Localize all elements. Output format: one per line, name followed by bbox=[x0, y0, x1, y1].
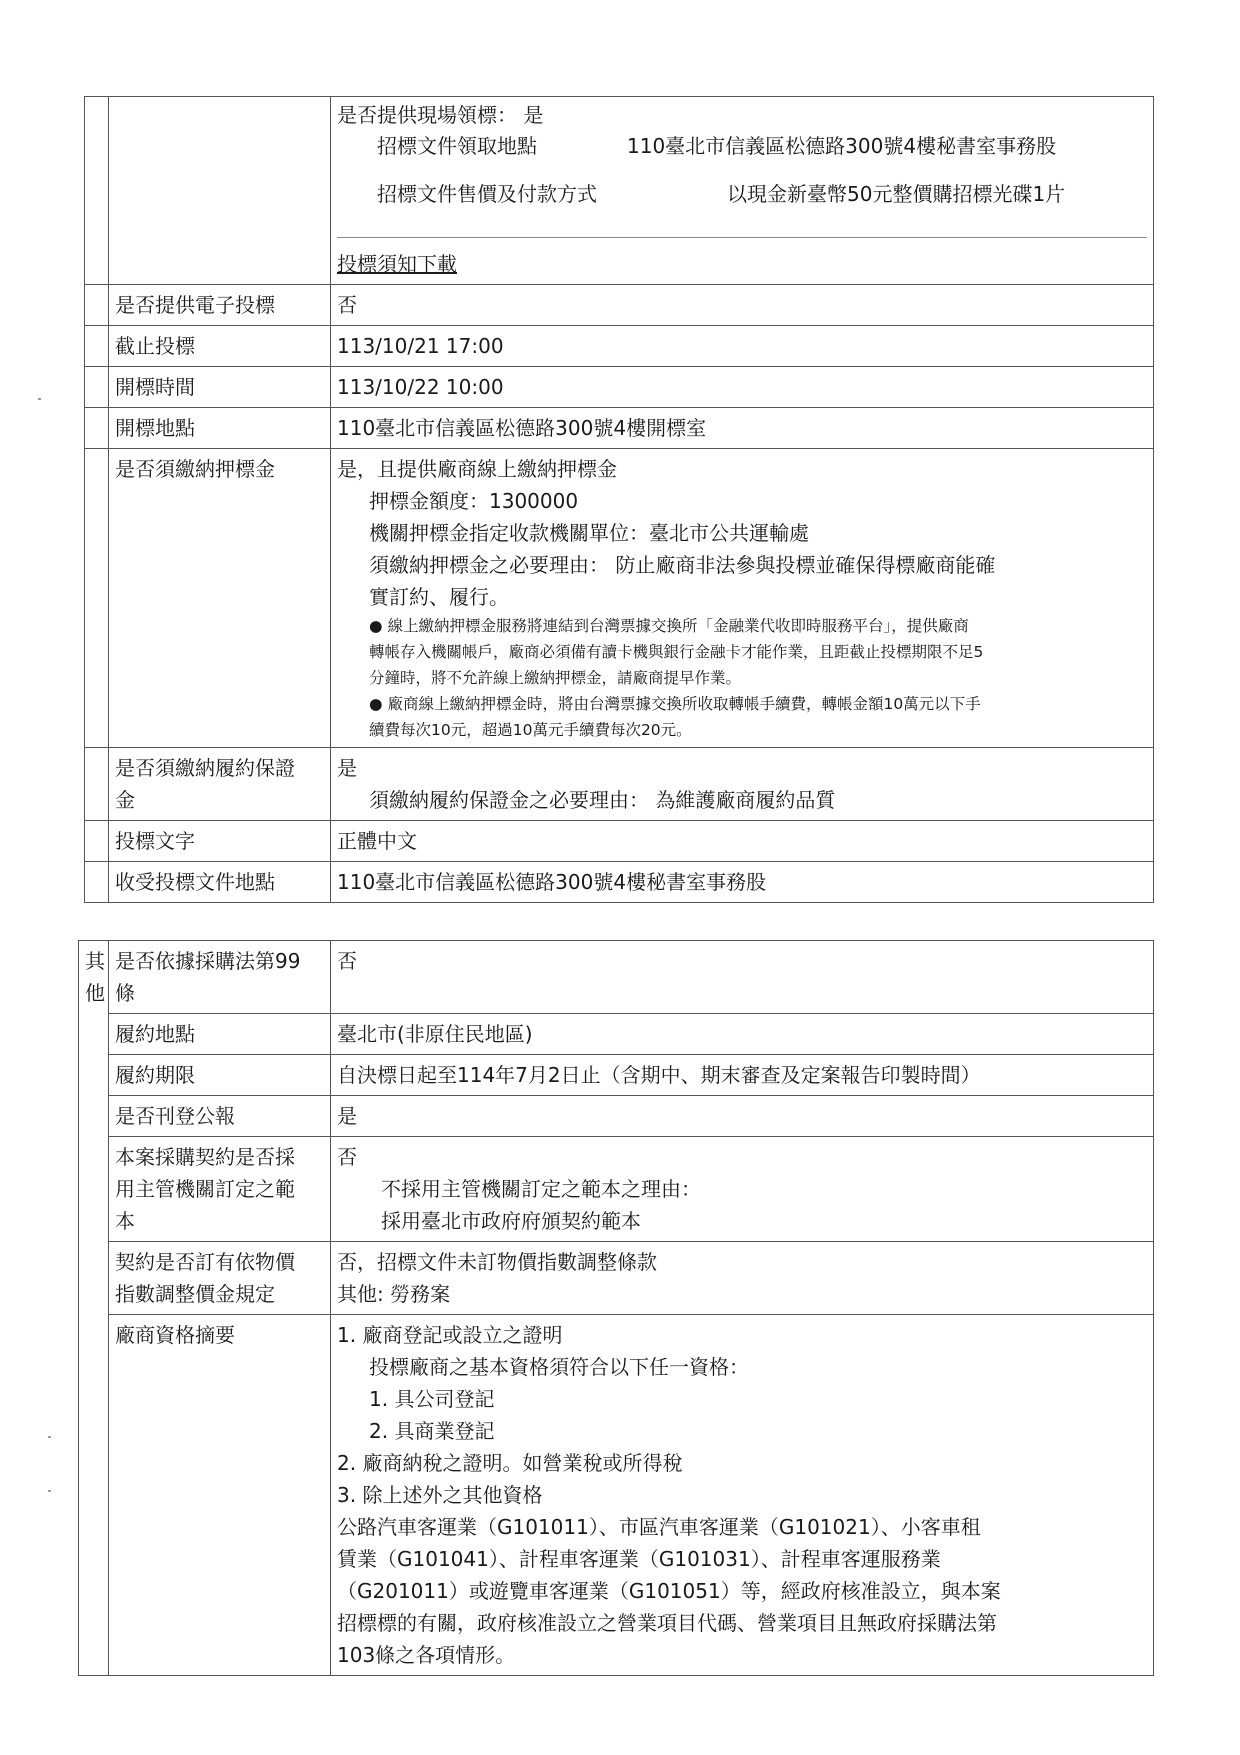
row-label-line: 金 bbox=[115, 788, 135, 812]
qualification-line: 投標廠商之基本資格須符合以下任一資格： bbox=[369, 1355, 749, 1379]
template-reason: 採用臺北市政府府頒契約範本 bbox=[381, 1209, 641, 1233]
row-label bbox=[109, 1137, 331, 1242]
row-value: 113/10/21 17:00 bbox=[331, 326, 1154, 367]
row-label bbox=[109, 941, 331, 1014]
contract-template-row bbox=[79, 1137, 1154, 1242]
row-label: 是否提供電子投標 bbox=[109, 285, 331, 326]
bid-bond-note: ● 線上繳納押標金服務將連結到台灣票據交換所「金融業代收即時服務平台」，提供廠商 bbox=[369, 617, 969, 635]
table-row bbox=[85, 862, 1154, 903]
blank-section-cell bbox=[85, 97, 109, 285]
pickup-location bbox=[337, 131, 1147, 161]
price-adjust-other: 其他: 勞務案 bbox=[337, 1282, 451, 1306]
row-label-line: 契約是否訂有依物價 bbox=[115, 1250, 295, 1274]
bid-bond-note: ● 廠商線上繳納押標金時，將由台灣票據交換所收取轉帳手續費，轉帳金額10萬元以下手 bbox=[369, 695, 981, 713]
bid-bond-line: 是，且提供廠商線上繳納押標金 bbox=[337, 457, 617, 481]
pickup-cell bbox=[331, 97, 1154, 285]
template-reason-title: 不採用主管機關訂定之範本之理由： bbox=[381, 1177, 701, 1201]
qualification-cell bbox=[331, 1315, 1154, 1676]
row-label: 履約地點 bbox=[109, 1014, 331, 1055]
row-value bbox=[331, 1137, 1154, 1242]
table-row bbox=[79, 1096, 1154, 1137]
document-price bbox=[337, 179, 1147, 209]
row-label-line: 用主管機關訂定之範 bbox=[115, 1177, 295, 1201]
scan-speck bbox=[48, 1490, 51, 1492]
qualification-line: （G201011）或遊覽車客運業（G101051）等，經政府核准設立，與本案 bbox=[337, 1579, 1001, 1603]
table-row bbox=[85, 408, 1154, 449]
bid-bond-row bbox=[85, 449, 1154, 748]
qualification-line: 1. 具公司登記 bbox=[369, 1387, 495, 1411]
row-label: 截止投標 bbox=[109, 326, 331, 367]
row-value: 110臺北市信義區松德路300號4樓開標室 bbox=[331, 408, 1154, 449]
blank-label-cell bbox=[109, 97, 331, 285]
template-value: 否 bbox=[337, 1145, 357, 1169]
row-value: 否 bbox=[331, 285, 1154, 326]
price-adjust-value: 否，招標文件未訂物價指數調整條款 bbox=[337, 1250, 657, 1274]
row-value: 臺北市(非原住民地區) bbox=[331, 1014, 1154, 1055]
onsite-pickup-text: 是否提供現場領標： 是 bbox=[337, 103, 544, 127]
qualification-line: 公路汽車客運業（G101011）、市區汽車客運業（G101021）、小客車租 bbox=[337, 1515, 981, 1539]
row-label bbox=[109, 748, 331, 821]
performance-bond-reason: 須繳納履約保證金之必要理由： 為維護廠商履約品質 bbox=[369, 788, 836, 812]
scan-speck bbox=[38, 398, 41, 400]
row-value bbox=[331, 748, 1154, 821]
qualification-line: 招標標的有關，政府核准設立之營業項目代碼、營業項目且無政府採購法第 bbox=[337, 1611, 997, 1635]
price-adjustment-row bbox=[79, 1242, 1154, 1315]
row-label: 收受投標文件地點 bbox=[109, 862, 331, 903]
row-value: 正體中文 bbox=[331, 821, 1154, 862]
row-label bbox=[109, 1242, 331, 1315]
bid-bond-cell bbox=[331, 449, 1154, 748]
table-row bbox=[85, 821, 1154, 862]
table-row bbox=[85, 367, 1154, 408]
row-label: 投標文字 bbox=[109, 821, 331, 862]
row-label-line: 本 bbox=[115, 1209, 135, 1233]
qualification-line: 3. 除上述外之其他資格 bbox=[337, 1483, 543, 1507]
row-value: 110臺北市信義區松德路300號4樓秘書室事務股 bbox=[331, 862, 1154, 903]
qualification-line: 1. 廠商登記或設立之證明 bbox=[337, 1323, 563, 1347]
bid-bond-amount: 押標金額度：1300000 bbox=[369, 489, 579, 513]
row-label-line: 是否依據採購法第99 bbox=[115, 949, 301, 973]
row-value: 否 bbox=[331, 941, 1154, 1014]
row-label: 是否刊登公報 bbox=[109, 1096, 331, 1137]
row-label: 是否須繳納押標金 bbox=[109, 449, 331, 748]
section-label-char: 他 bbox=[85, 981, 105, 1005]
qualification-line: 2. 廠商納稅之證明。如營業稅或所得稅 bbox=[337, 1451, 683, 1475]
document-price-label: 招標文件售價及付款方式 bbox=[377, 182, 597, 206]
table-row bbox=[85, 285, 1154, 326]
section-label-other bbox=[79, 941, 109, 1676]
row-value: 自決標日起至114年7月2日止（含期中、期末審查及定案報告印製時間） bbox=[331, 1055, 1154, 1096]
document-price-value: 以現金新臺幣50元整價購招標光碟1片 bbox=[727, 182, 1066, 206]
divider bbox=[337, 237, 1147, 238]
row-label: 開標地點 bbox=[109, 408, 331, 449]
bid-bond-note: 分鐘時，將不允許線上繳納押標金，請廠商提早作業。 bbox=[369, 669, 742, 687]
row-label: 廠商資格摘要 bbox=[109, 1315, 331, 1676]
scan-speck bbox=[48, 1436, 51, 1438]
qualification-row bbox=[79, 1315, 1154, 1676]
article-99-row bbox=[79, 941, 1154, 1014]
pickup-location-label: 招標文件領取地點 bbox=[377, 134, 537, 158]
bid-bond-note: 續費每次10元，超過10萬元手續費每次20元。 bbox=[369, 721, 692, 739]
pickup-row bbox=[85, 97, 1154, 285]
table-row bbox=[79, 1014, 1154, 1055]
row-label-line: 指數調整價金規定 bbox=[115, 1282, 275, 1306]
bid-instructions-download-link[interactable]: 投標須知下載 bbox=[337, 252, 457, 276]
row-value bbox=[331, 1242, 1154, 1315]
other-info-table bbox=[78, 940, 1154, 1676]
tender-info-table bbox=[84, 96, 1154, 903]
qualification-line: 103條之各項情形。 bbox=[337, 1643, 516, 1667]
row-label-line: 條 bbox=[115, 981, 135, 1005]
bid-bond-reason: 須繳納押標金之必要理由： 防止廠商非法參與投標並確保得標廠商能確 bbox=[369, 553, 996, 577]
table-row bbox=[85, 326, 1154, 367]
bid-bond-reason: 實訂約、履行。 bbox=[369, 585, 509, 609]
table-row bbox=[79, 1055, 1154, 1096]
pickup-location-value: 110臺北市信義區松德路300號4樓秘書室事務股 bbox=[627, 134, 1057, 158]
performance-bond-value: 是 bbox=[337, 756, 357, 780]
row-label: 履約期限 bbox=[109, 1055, 331, 1096]
section-label-char: 其 bbox=[85, 949, 105, 973]
row-label-line: 本案採購契約是否採 bbox=[115, 1145, 295, 1169]
bid-bond-note: 轉帳存入機關帳戶，廠商必須備有讀卡機與銀行金融卡才能作業，且距截止投標期限不足5 bbox=[369, 643, 984, 661]
row-value: 是 bbox=[331, 1096, 1154, 1137]
performance-bond-row bbox=[85, 748, 1154, 821]
bid-bond-unit: 機關押標金指定收款機關單位：臺北市公共運輸處 bbox=[369, 521, 809, 545]
row-value: 113/10/22 10:00 bbox=[331, 367, 1154, 408]
qualification-line: 賃業（G101041）、計程車客運業（G101031）、計程車客運服務業 bbox=[337, 1547, 941, 1571]
row-label: 開標時間 bbox=[109, 367, 331, 408]
row-label-line: 是否須繳納履約保證 bbox=[115, 756, 295, 780]
qualification-line: 2. 具商業登記 bbox=[369, 1419, 495, 1443]
